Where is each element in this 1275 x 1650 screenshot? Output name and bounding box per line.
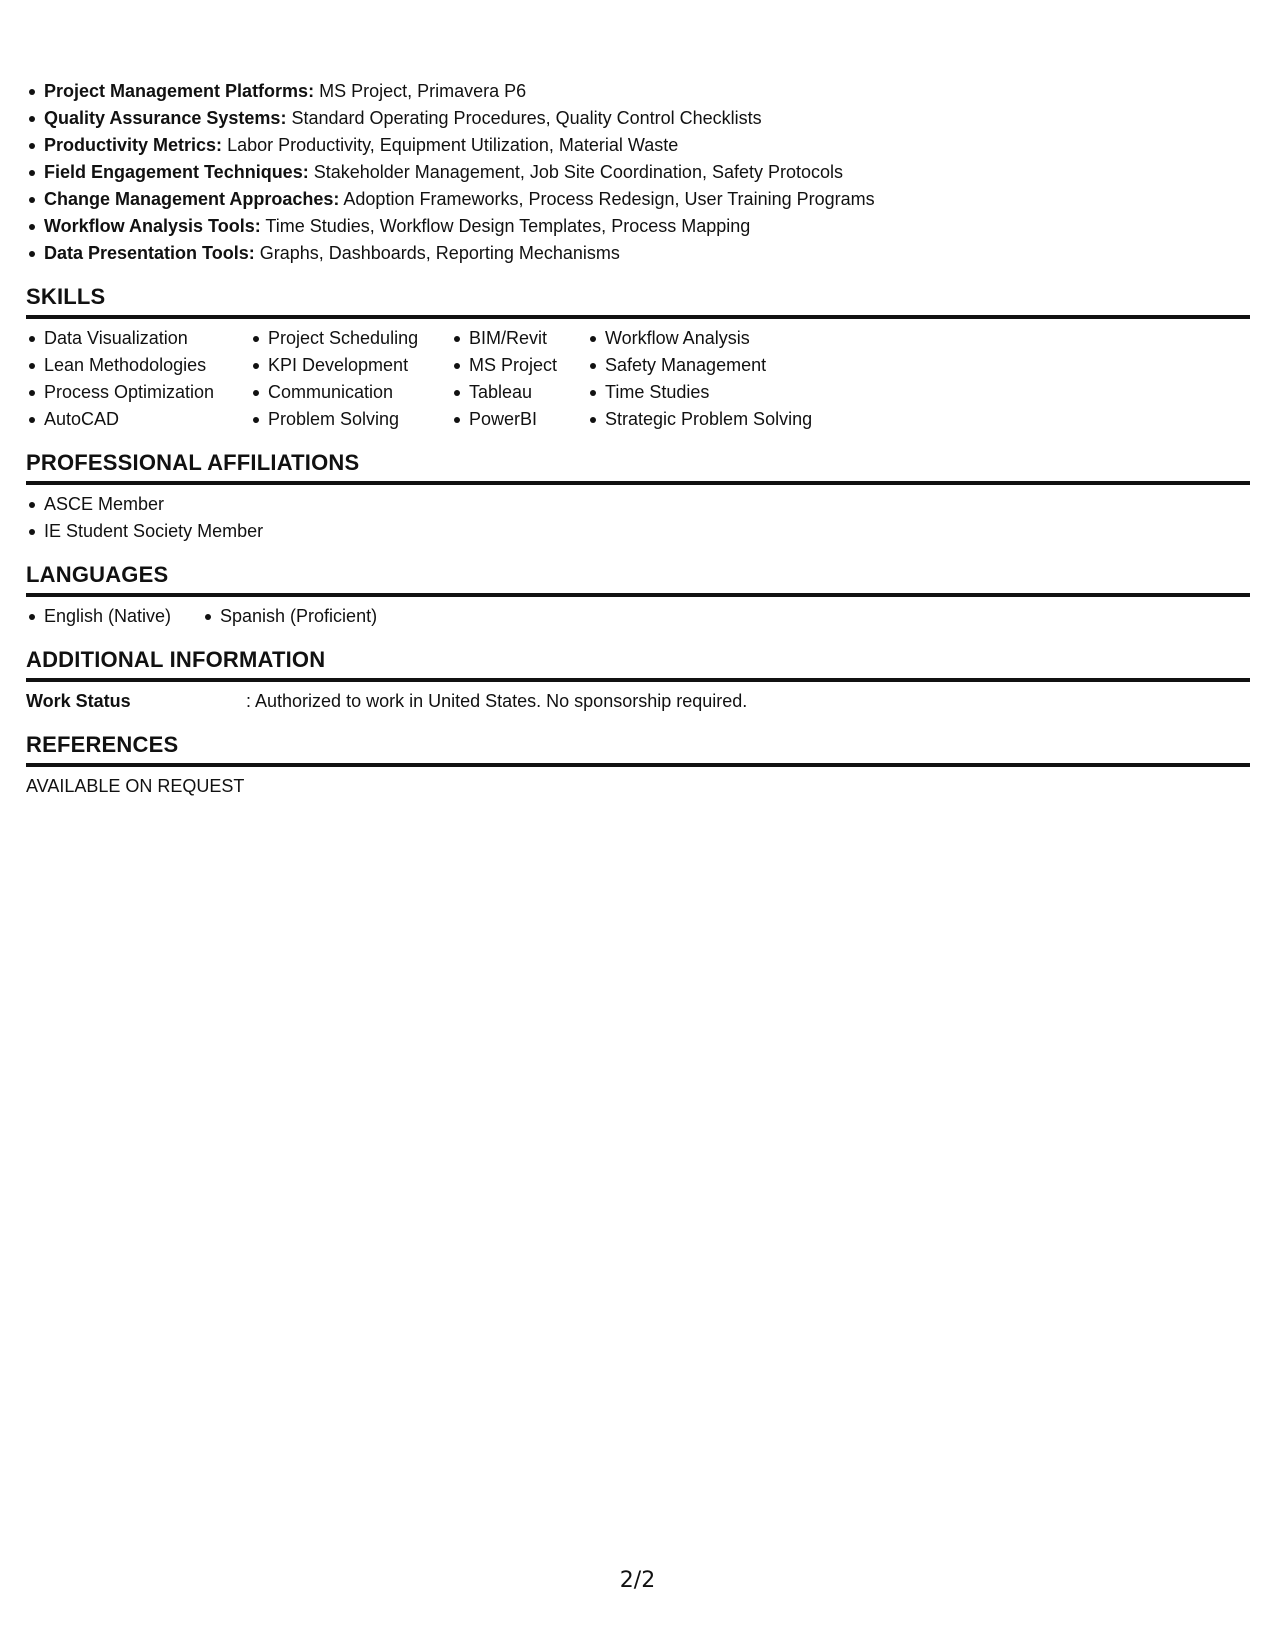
languages-column <box>26 603 202 630</box>
tool-category-value: Adoption Frameworks, Process Redesign, User Training Programs <box>343 189 875 209</box>
skill-item: AutoCAD <box>26 406 250 433</box>
tool-category-value: Standard Operating Procedures, Quality Control Checklists <box>291 108 762 128</box>
tool-category-label: Data Presentation Tools: <box>44 243 255 263</box>
skills-column <box>451 325 587 433</box>
tool-category-value: Graphs, Dashboards, Reporting Mechanisms <box>259 243 620 263</box>
list-item <box>26 213 1250 240</box>
tool-category-label: Quality Assurance Systems: <box>44 108 287 128</box>
skill-item: Workflow Analysis <box>587 325 907 352</box>
tool-category-value: MS Project, Primavera P6 <box>319 81 527 101</box>
language-item: English (Native) <box>26 603 202 630</box>
skill-item: Safety Management <box>587 352 907 379</box>
skill-item: KPI Development <box>250 352 451 379</box>
tool-category-label: Project Management Platforms: <box>44 81 315 101</box>
references-text: AVAILABLE ON REQUEST <box>26 776 245 796</box>
references-heading: REFERENCES <box>26 731 1250 767</box>
tool-category-label: Change Management Approaches: <box>44 189 340 209</box>
list-item <box>26 132 1250 159</box>
list-item <box>26 105 1250 132</box>
affiliation-item: ASCE Member <box>26 491 1250 518</box>
tool-category-label: Workflow Analysis Tools: <box>44 216 261 236</box>
skill-item: Project Scheduling <box>250 325 451 352</box>
skill-item: Problem Solving <box>250 406 451 433</box>
skill-item: Process Optimization <box>26 379 250 406</box>
skills-grid <box>26 325 1250 433</box>
skill-item: BIM/Revit <box>451 325 587 352</box>
list-item <box>26 240 1250 267</box>
languages-column <box>202 603 377 630</box>
list-item <box>26 159 1250 186</box>
tool-category-value: Labor Productivity, Equipment Utilization, Material Waste <box>227 135 679 155</box>
work-status-row <box>26 688 1250 715</box>
work-status-label: Work Status <box>26 691 131 711</box>
skill-item: Tableau <box>451 379 587 406</box>
languages-row <box>26 603 1250 630</box>
affiliation-item: IE Student Society Member <box>26 518 1250 545</box>
skills-column <box>250 325 451 433</box>
additional-info-heading: ADDITIONAL INFORMATION <box>26 646 1250 682</box>
languages-heading: LANGUAGES <box>26 561 1250 597</box>
tool-category-value: Time Studies, Workflow Design Templates, Process Mapping <box>265 216 751 236</box>
list-item <box>26 186 1250 213</box>
skill-item: Strategic Problem Solving <box>587 406 907 433</box>
skill-item: PowerBI <box>451 406 587 433</box>
language-item: Spanish (Proficient) <box>202 603 377 630</box>
resume-page-2 <box>26 78 1250 800</box>
affiliations-list <box>26 491 1250 545</box>
skills-column <box>587 325 907 433</box>
tool-category-label: Productivity Metrics: <box>44 135 223 155</box>
skills-column <box>26 325 250 433</box>
skill-item: Lean Methodologies <box>26 352 250 379</box>
skill-item: MS Project <box>451 352 587 379</box>
list-item <box>26 78 1250 105</box>
affiliations-heading: PROFESSIONAL AFFILIATIONS <box>26 449 1250 485</box>
skill-item: Time Studies <box>587 379 907 406</box>
tool-category-label: Field Engagement Techniques: <box>44 162 309 182</box>
skill-item: Data Visualization <box>26 325 250 352</box>
tool-category-value: Stakeholder Management, Job Site Coordination, Safety Protocols <box>313 162 844 182</box>
skills-heading: SKILLS <box>26 283 1250 319</box>
work-status-value: : Authorized to work in United States. No sponsorship required. <box>246 691 748 711</box>
page-number: 2/2 <box>619 1568 656 1593</box>
skill-item: Communication <box>250 379 451 406</box>
tools-list <box>26 78 1250 267</box>
